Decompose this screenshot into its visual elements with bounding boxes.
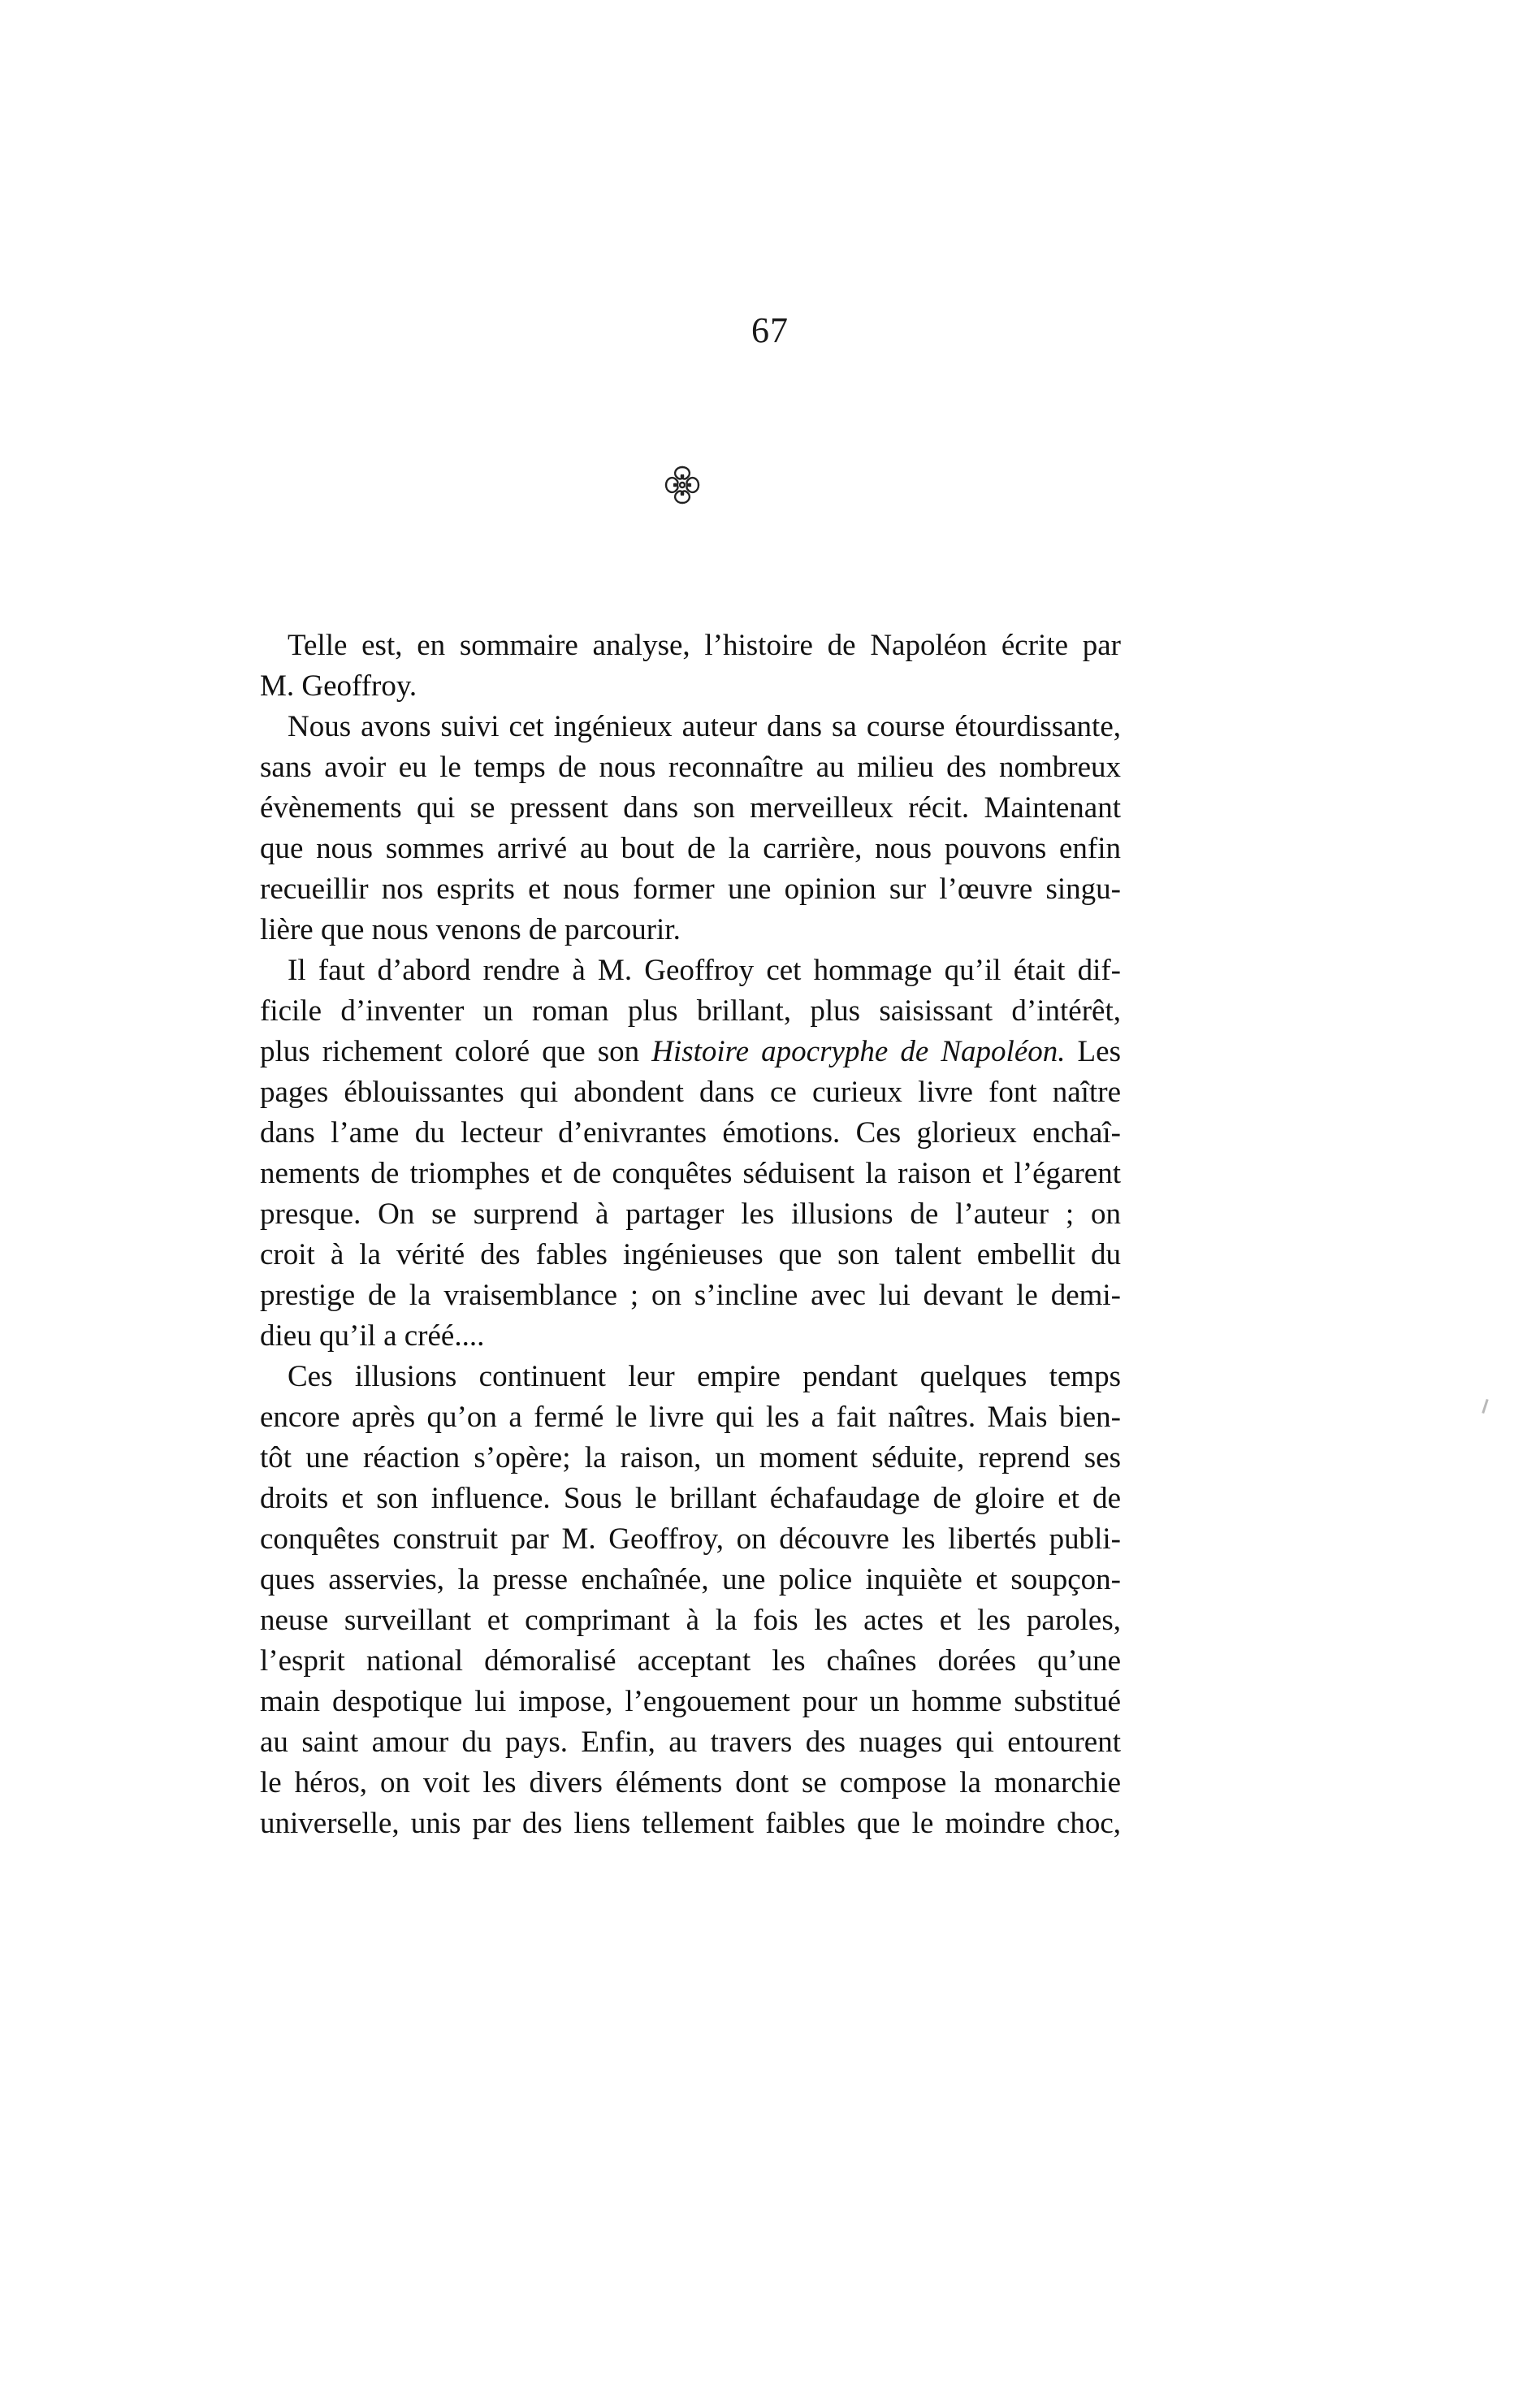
text-line: lière que nous venons de parcourir.	[260, 913, 681, 946]
text-line: que nous sommes arrivé au bout de la carrière, nous pouvons enfin	[260, 832, 1121, 865]
book-title: Histoire apocryphe de Napoléon.	[651, 1035, 1066, 1068]
text-line: Nous avons suivi cet ingénieux auteur dans sa course étourdissante,	[288, 710, 1121, 743]
text-line: M. Geoffroy.	[260, 669, 417, 703]
text-line: droits et son influence. Sous le brillant échafaudage de gloire et de	[260, 1482, 1121, 1515]
text-line: Il faut d’abord rendre à M. Geoffroy cet hommage qu’il était dif-	[288, 954, 1121, 987]
body-text	[260, 626, 1121, 1844]
text-line: l’esprit national démoralisé acceptant les chaînes dorées qu’une	[260, 1644, 1121, 1678]
text-line: pages éblouissantes qui abondent dans ce curieux livre font naître	[260, 1076, 1121, 1109]
text-line: Ces illusions continuent leur empire pendant quelques temps	[288, 1360, 1121, 1393]
paper-speck	[1482, 1399, 1488, 1414]
text-line: universelle, unis par des liens tellement faibles que le moindre choc,	[260, 1807, 1121, 1840]
text-line: nements de triomphes et de conquêtes séduisent la raison et l’égarent	[260, 1157, 1121, 1190]
text-line: tôt une réaction s’opère; la raison, un moment séduite, reprend ses	[260, 1441, 1121, 1474]
text-line: sans avoir eu le temps de nous reconnaître au milieu des nombreux	[260, 751, 1121, 784]
text-line: conquêtes construit par M. Geoffroy, on découvre les libertés publi-	[260, 1522, 1121, 1556]
text-line: dans l’ame du lecteur d’enivrantes émotions. Ces glorieux enchaî-	[260, 1116, 1121, 1150]
text-line: croit à la vérité des fables ingénieuses que son talent embellit du	[260, 1238, 1121, 1271]
text-line: main despotique lui impose, l’engouement pour un homme substitué	[260, 1685, 1121, 1718]
text-line: ques asservies, la presse enchaînée, une police inquiète et soupçon-	[260, 1563, 1121, 1596]
text-line: encore après qu’on a fermé le livre qui les a fait naîtres. Mais bien-	[260, 1401, 1121, 1434]
text-line: presque. On se surprend à partager les illusions de l’auteur ; on	[260, 1197, 1121, 1231]
text-line: au saint amour du pays. Enfin, au travers des nuages qui entourent	[260, 1726, 1121, 1759]
fleuron-ornament-icon	[656, 459, 708, 511]
text-line: recueillir nos esprits et nous former une opinion sur l’œuvre singu-	[260, 873, 1121, 906]
text-line: prestige de la vraisemblance ; on s’incline avec lui devant le demi-	[260, 1279, 1121, 1312]
text-line: évènements qui se pressent dans son merveilleux récit. Maintenant	[260, 791, 1121, 825]
text-line: le héros, on voit les divers éléments dont se compose la monarchie	[260, 1766, 1121, 1799]
text-line: plus richement coloré que son Histoire apocryphe de Napoléon. Les	[260, 1035, 1121, 1068]
text-line: ficile d’inventer un roman plus brillant, plus saisissant d’intérêt,	[260, 994, 1121, 1028]
text-line: Telle est, en sommaire analyse, l’histoire de Napoléon écrite par	[288, 629, 1121, 662]
text-line: neuse surveillant et comprimant à la fois les actes et les paroles,	[260, 1604, 1121, 1637]
page-number: 67	[751, 310, 789, 350]
text-line: dieu qu’il a créé....	[260, 1319, 485, 1353]
